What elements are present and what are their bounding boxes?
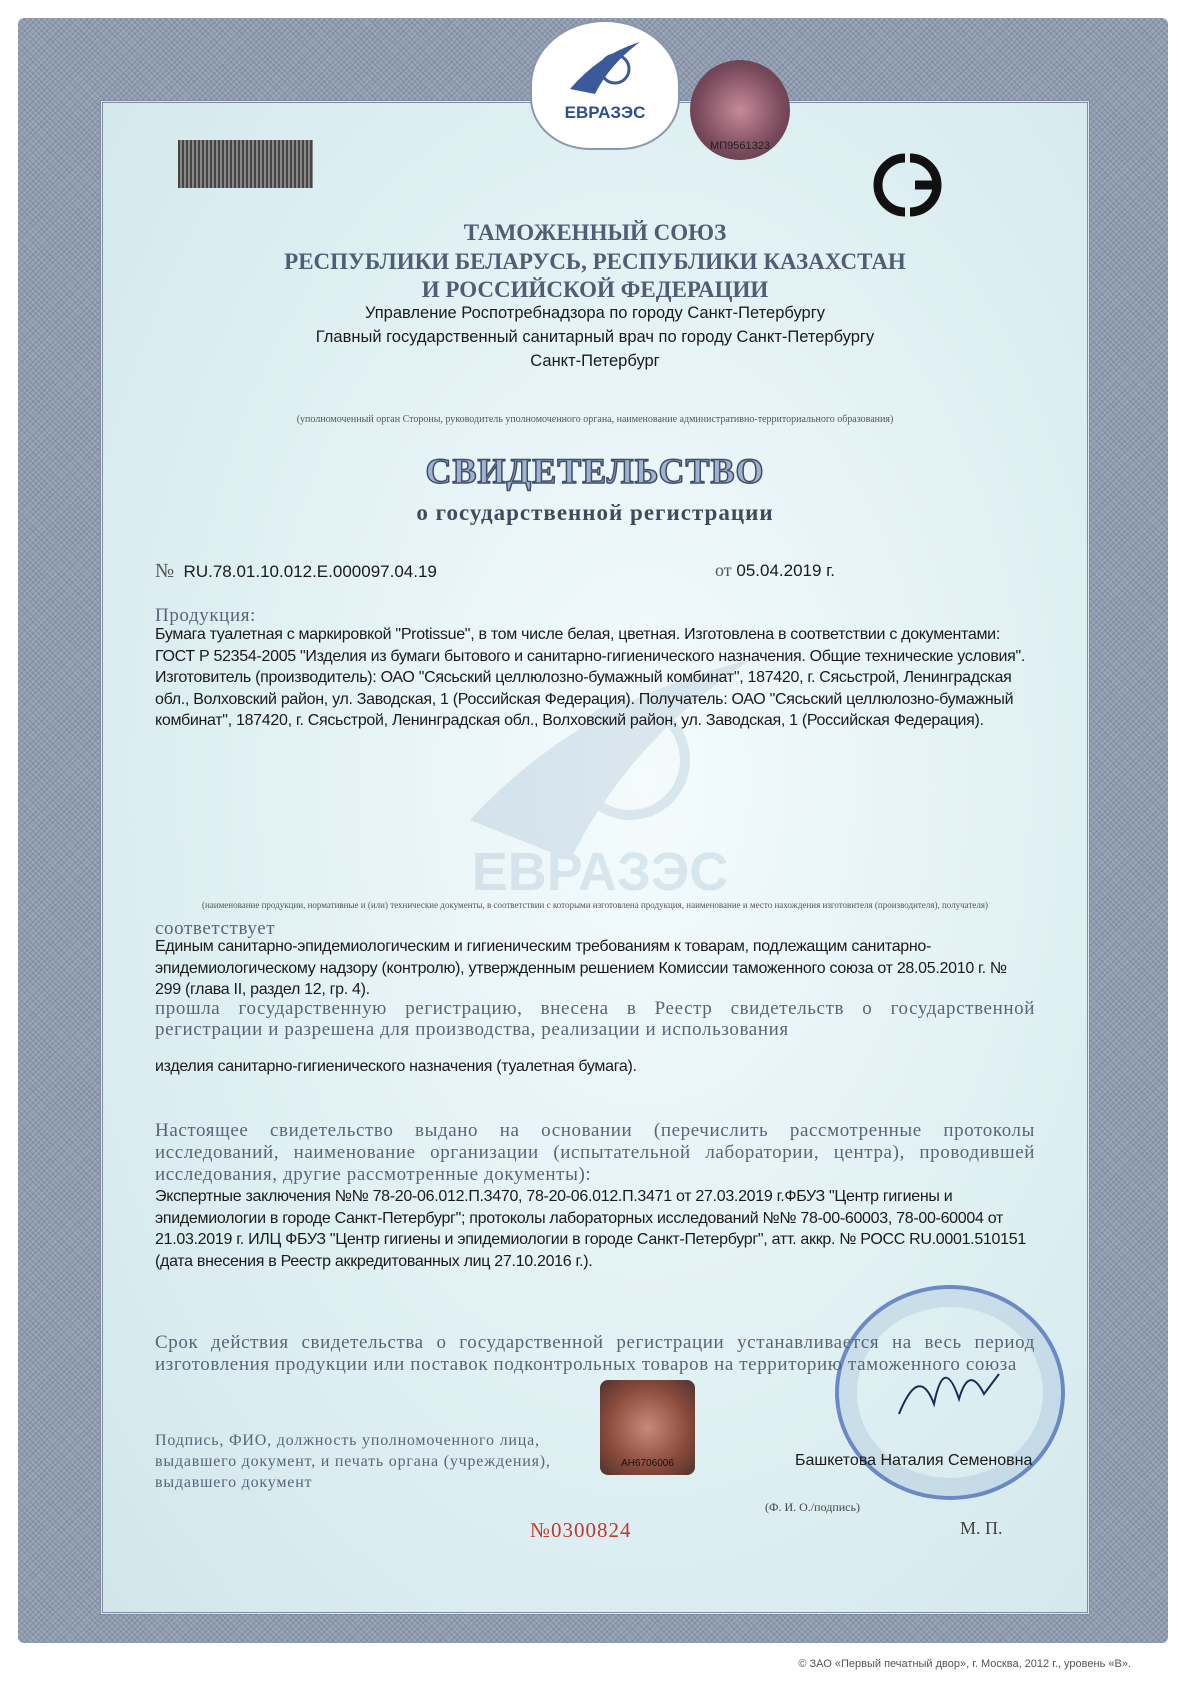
conformity-mark — [860, 150, 955, 220]
product-caption: (наименование продукции, нормативные и (или) технические документы, в соответствии с которыми изготовлена продукция, наименование и место нахождения изготовителя (производителя), получателя) — [201, 900, 989, 910]
authority-2: Главный государственный санитарный врач по городу Санкт-Петербургу — [315, 328, 875, 346]
product-label: Продукция: — [155, 605, 256, 626]
signature-caption: (Ф. И. О./подпись) — [765, 1500, 860, 1514]
document-subtitle: о государственной регистрации — [416, 500, 774, 525]
validity-text: Срок действия свидетельства о государственной регистрации устанавливается на весь период изготовления продукции или поставок подконтрольных товаров на территорию таможенного союза — [155, 1332, 1035, 1375]
signatory-name: Башкетова Наталия Семеновна — [795, 1452, 1033, 1469]
certificate-date: от 05.04.2019 г. — [715, 560, 836, 580]
certificate-number: № RU.78.01.10.012.E.000097.04.19 — [155, 560, 437, 582]
basis-label: Настоящее свидетельство выдано на основании (перечислить рассмотренные протоколы исследований, наименование организации (испытательной лаборатории, центра), проводившей исследования, другие рассмотренные документы): — [155, 1120, 1035, 1185]
authority-caption: (уполномоченный орган Стороны, руководитель уполномоченного органа, наименование административно-территориального образования) — [296, 414, 894, 425]
registration-label: прошла государственную регистрацию, внесена в Реестр свидетельств о государственной регистрации и разрешена для производства, реализации и использования — [155, 998, 1035, 1040]
header-line-3: И РОССИЙСКОЙ ФЕДЕРАЦИИ — [421, 277, 769, 302]
authority-1: Управление Роспотребнадзора по городу Санкт-Петербургу — [365, 304, 825, 322]
blank-serial-number: №0300824 — [530, 1518, 632, 1542]
conformity-label: соответствует — [155, 918, 276, 939]
product-text: Бумага туалетная с маркировкой "Protissue", в том числе белая, цветная. Изготовлена в соответствии с документами: ГОСТ Р 52354-2005 "Изделия из бумаги бытового и санитарно-гигиенического назначения. Общие технические условия". Изготовитель (производитель): ОАО "Сясьский целлюлозно-бумажный комбинат", 187420, г. Сясьстрой, Ленинградская обл., Волховский район, ул. Заводская, 1 (Российская Федерация). Получатель: ОАО "Сясьский целлюлозно-бумажный комбинат", 187420, г. Сясьстрой, Ленинградская обл., Волховский район, ул. Заводская, 1 (Российская Федерация). — [155, 626, 1026, 729]
security-strip — [178, 140, 313, 188]
printer-footer: © ЗАО «Первый печатный двор», г. Москва, 2012 г., уровень «В». — [798, 1658, 1131, 1670]
hologram-bottom: AH6706006 — [600, 1380, 695, 1475]
header-line-1: ТАМОЖЕННЫЙ СОЮЗ — [463, 220, 727, 245]
basis-text: Экспертные заключения №№ 78-20-06.012.П.3470, 78-20-06.012.П.3471 от 27.03.2019 г.ФБУЗ "Центр гигиены и эпидемиологии в городе Санкт-Петербург"; протоколы лабораторных исследований №№ 78-00-60003, 78-00-60004 от 21.03.2019 г. ИЛЦ ФБУЗ "Центр гигиены и эпидемиологии в городе Санкт-Петербург", атт. аккр. № РОСС RU.0001.510151 (дата внесения в Реестр аккредитованных лиц 27.10.2016 г.). — [155, 1188, 1026, 1270]
hologram-top: MП9561323 — [690, 60, 790, 160]
conformity-text: Единым санитарно-эпидемиологическим и гигиеническим требованиям к товарам, подлежащим санитарно-эпидемиологическому надзору (контролю), утвержденным решением Комиссии таможенного союза от 28.05.2010 г. № 299 (глава II, раздел 12, гр. 4). — [155, 938, 1007, 998]
eurasec-logo: ЕВРАЗЭС — [530, 20, 680, 150]
header-line-2: РЕСПУБЛИКИ БЕЛАРУСЬ, РЕСПУБЛИКИ КАЗАХСТАН — [284, 249, 906, 274]
authority-3: Санкт-Петербург — [530, 352, 660, 370]
signature-label: Подпись, ФИО, должность уполномоченного лица, выдавшего документ, и печать органа (учреждения), выдавшего документ — [155, 1432, 551, 1491]
document-title: СВИДЕТЕЛЬСТВО — [425, 451, 765, 491]
stamp-place-mark: М. П. — [960, 1518, 1003, 1538]
registration-text: изделия санитарно-гигиенического назначения (туалетная бумага). — [155, 1058, 637, 1075]
